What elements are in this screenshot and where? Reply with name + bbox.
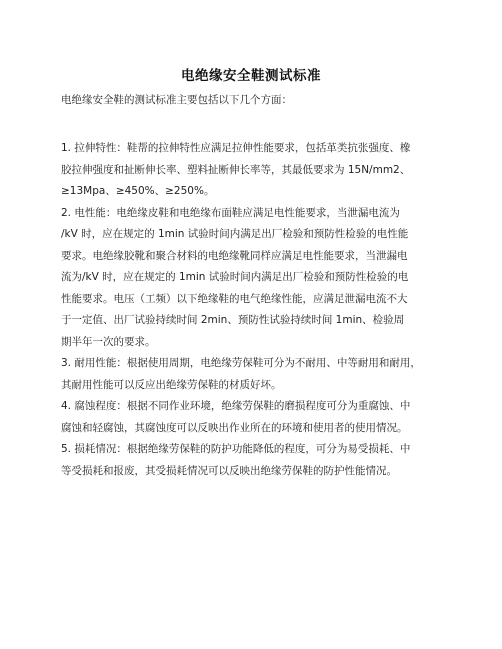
text-line: 5. 损耗情况：根据绝缘劳保鞋的防护功能降低的程度，可分为易受损耗、中: [61, 443, 411, 455]
text-line: 胶拉伸强度和扯断伸长率、塑料扯断伸长率等，其最低要求为 15N/mm2、: [61, 163, 411, 176]
text-line: 腐蚀和轻腐蚀，其腐蚀度可以反映出作业所在的环境和使用者的使用情况。: [61, 421, 408, 434]
intro-paragraph: 电绝缘安全鞋的测试标准主要包括以下几个方面：: [61, 94, 292, 106]
text-line: ≥13Mpa、≥450%、≥250%。: [61, 185, 215, 197]
text-line: 等受损耗和报废，其受损耗情况可以反映出绝缘劳保鞋的防护性能情况。: [61, 464, 397, 477]
text-line: 性能要求。电压（工频）以下绝缘鞋的电气绝缘性能，应满足泄漏电流不大: [61, 292, 408, 305]
text-line: /kV 时，应在规定的 1min 试验时间内满足出厂检验和预防性检验的电性能: [61, 228, 409, 240]
text-line: 3. 耐用性能：根据使用周期，电绝缘劳保鞋可分为不耐用、中等耐用和耐用，: [61, 357, 421, 369]
page-title: 电绝缘安全鞋测试标准: [181, 68, 321, 84]
text-line: 期半年一次的要求。: [61, 335, 156, 348]
text-line: 于一定值、出厂试验持续时间 2min、预防性试验持续时间 1min、检验周: [61, 314, 405, 326]
text-line: 要求。电绝缘胶靴和聚合材料的电绝缘靴同样应满足电性能要求，当泄漏电: [61, 249, 408, 262]
text-line: 其耐用性能可以反应出绝缘劳保鞋的材质好坏。: [61, 378, 282, 391]
text-line: 4. 腐蚀程度：根据不同作业环境，绝缘劳保鞋的磨损程度可分为重腐蚀、中: [61, 400, 411, 412]
text-line: 1. 拉伸特性：鞋帮的拉伸特性应满足拉伸性能要求，包括革类抗张强度、橡: [61, 142, 411, 154]
text-line: 2. 电性能：电绝缘皮鞋和电绝缘布面鞋应满足电性能要求，当泄漏电流为: [61, 206, 400, 219]
text-line: 流为/kV 时，应在规定的 1min 试验时间内满足出厂检验和预防性检验的电: [61, 271, 409, 283]
document-body: [61, 138, 441, 482]
